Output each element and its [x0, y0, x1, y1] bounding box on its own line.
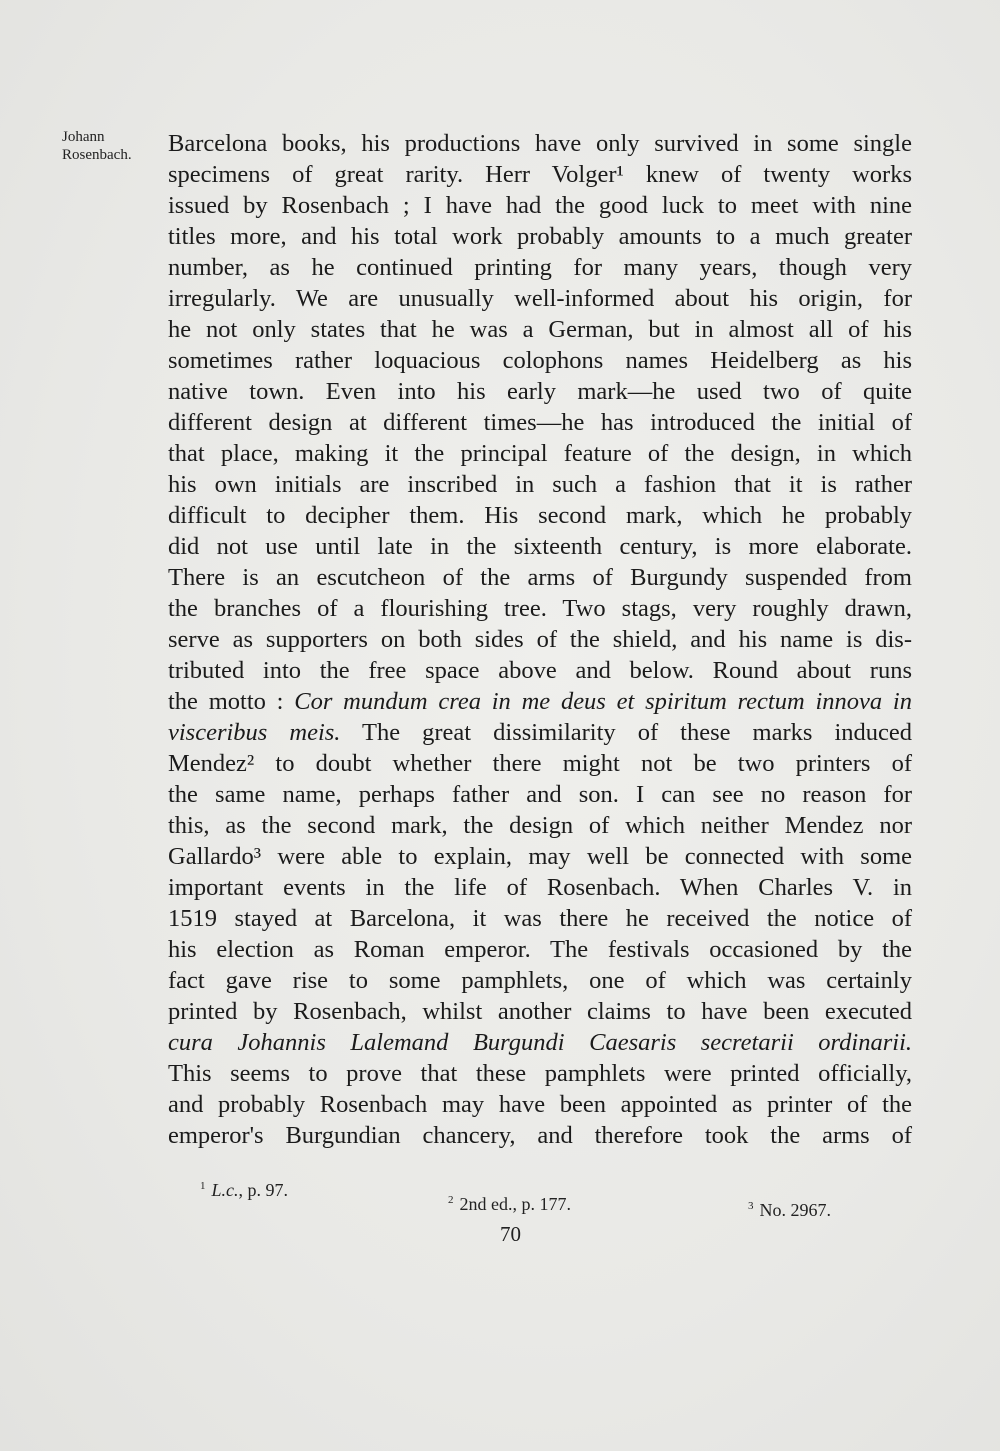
footnote-text: No. 2967. [759, 1200, 831, 1220]
text-segment: sometimes rather loquacious colophons names Heidelberg as his [168, 347, 912, 374]
text-line [168, 221, 912, 252]
text-segment: this, as the second mark, the design of which neither Mendez nor [168, 812, 912, 839]
text-line [168, 1120, 912, 1151]
text-line [168, 1058, 912, 1089]
text-segment: serve as supporters on both sides of the shield, and his name is dis- [168, 626, 912, 653]
text-line [168, 965, 912, 996]
text-line [168, 810, 912, 841]
footnote-mark: 1 [200, 1180, 206, 1192]
text-segment: 1519 stayed at Barcelona, it was there he received the notice of [168, 905, 912, 932]
text-line [168, 500, 912, 531]
text-line [168, 376, 912, 407]
footnote-text: L.c. [211, 1180, 239, 1200]
text-line [168, 593, 912, 624]
text-segment: he not only states that he was a German, but in almost all of his [168, 316, 912, 343]
text-segment: emperor's Burgundian chancery, and therefore took the arms of [168, 1122, 912, 1149]
text-segment: the motto : [168, 688, 295, 715]
text-segment: different design at different times—he has introduced the initial of [168, 409, 912, 436]
text-segment: This seems to prove that these pamphlets were printed officially, [168, 1060, 912, 1087]
footnote-text: 2nd ed., p. 177. [459, 1194, 571, 1214]
text-segment: printed by Rosenbach, whilst another claims to have been executed [168, 998, 912, 1025]
text-segment: issued by Rosenbach ; I have had the good luck to meet with nine [168, 192, 912, 219]
text-line [168, 128, 912, 159]
text-line [168, 841, 912, 872]
footnote-mark: 2 [448, 1194, 454, 1206]
text-line [168, 252, 912, 283]
text-segment: There is an escutcheon of the arms of Burgundy suspended from [168, 564, 912, 591]
footnote-rest: , p. 97. [238, 1180, 288, 1200]
text-segment: important events in the life of Rosenbach. When Charles V. in [168, 874, 912, 901]
text-segment: specimens of great rarity. Herr Volger¹ knew of twenty works [168, 161, 912, 188]
text-line [168, 314, 912, 345]
text-line [168, 469, 912, 500]
margin-note [62, 128, 162, 164]
footnote-3 [748, 1200, 831, 1221]
text-segment: tributed into the free space above and below. Round about runs [168, 657, 912, 684]
italic-text: Cor mundum crea in me deus et spiritum rectum innova in [294, 688, 912, 715]
text-segment: Mendez² to doubt whether there might not be two printers of [168, 750, 912, 777]
text-line [168, 655, 912, 686]
text-line [168, 717, 912, 748]
text-segment: did not use until late in the sixteenth century, is more elaborate. [168, 533, 912, 560]
text-line [168, 624, 912, 655]
text-line [168, 407, 912, 438]
text-line [168, 159, 912, 190]
text-segment: native town. Even into his early mark—he used two of quite [168, 378, 912, 405]
text-segment: that place, making it the principal feature of the design, in which [168, 440, 912, 467]
text-line [168, 531, 912, 562]
text-segment: and probably Rosenbach may have been appointed as printer of the [168, 1091, 912, 1118]
text-segment: his election as Roman emperor. The festivals occasioned by the [168, 936, 912, 963]
footnote-mark: 3 [748, 1200, 754, 1212]
text-line [168, 934, 912, 965]
italic-text: cura Johannis Lalemand Burgundi Caesaris secretarii ordinarii. [168, 1029, 912, 1056]
text-line [168, 1089, 912, 1120]
text-segment: Gallardo³ were able to explain, may well be connected with some [168, 843, 912, 870]
text-line [168, 438, 912, 469]
body-text [168, 128, 912, 1151]
text-line [168, 345, 912, 376]
text-segment: number, as he continued printing for many years, though very [168, 254, 912, 281]
text-segment: the same name, perhaps father and son. I can see no reason for [168, 781, 912, 808]
italic-text: visceribus meis. [168, 719, 341, 746]
text-segment: irregularly. We are unusually well-informed about his origin, for [168, 285, 912, 312]
page-number: 70 [500, 1222, 521, 1246]
text-segment: the branches of a flourishing tree. Two stags, very roughly drawn, [168, 595, 912, 622]
text-line [168, 1027, 912, 1058]
text-segment: difficult to decipher them. His second mark, which he probably [168, 502, 912, 529]
text-line [168, 283, 912, 314]
text-segment: titles more, and his total work probably amounts to a much greater [168, 223, 912, 250]
text-segment: his own initials are inscribed in such a fashion that it is rather [168, 471, 912, 498]
text-line [168, 686, 912, 717]
margin-note-line: Rosenbach. [62, 147, 132, 163]
footnotes [0, 1180, 1000, 1220]
text-segment: fact gave rise to some pamphlets, one of which was certainly [168, 967, 912, 994]
text-line [168, 996, 912, 1027]
text-segment: Barcelona books, his productions have only survived in some single [168, 130, 912, 157]
text-line [168, 903, 912, 934]
text-segment: The great dissimilarity of these marks induced [340, 719, 912, 746]
text-line [168, 779, 912, 810]
text-line [168, 190, 912, 221]
text-line [168, 748, 912, 779]
footnote-2 [448, 1194, 571, 1215]
footnote-1 [200, 1180, 288, 1201]
margin-note-line: Johann [62, 129, 105, 145]
text-line [168, 872, 912, 903]
text-line [168, 562, 912, 593]
